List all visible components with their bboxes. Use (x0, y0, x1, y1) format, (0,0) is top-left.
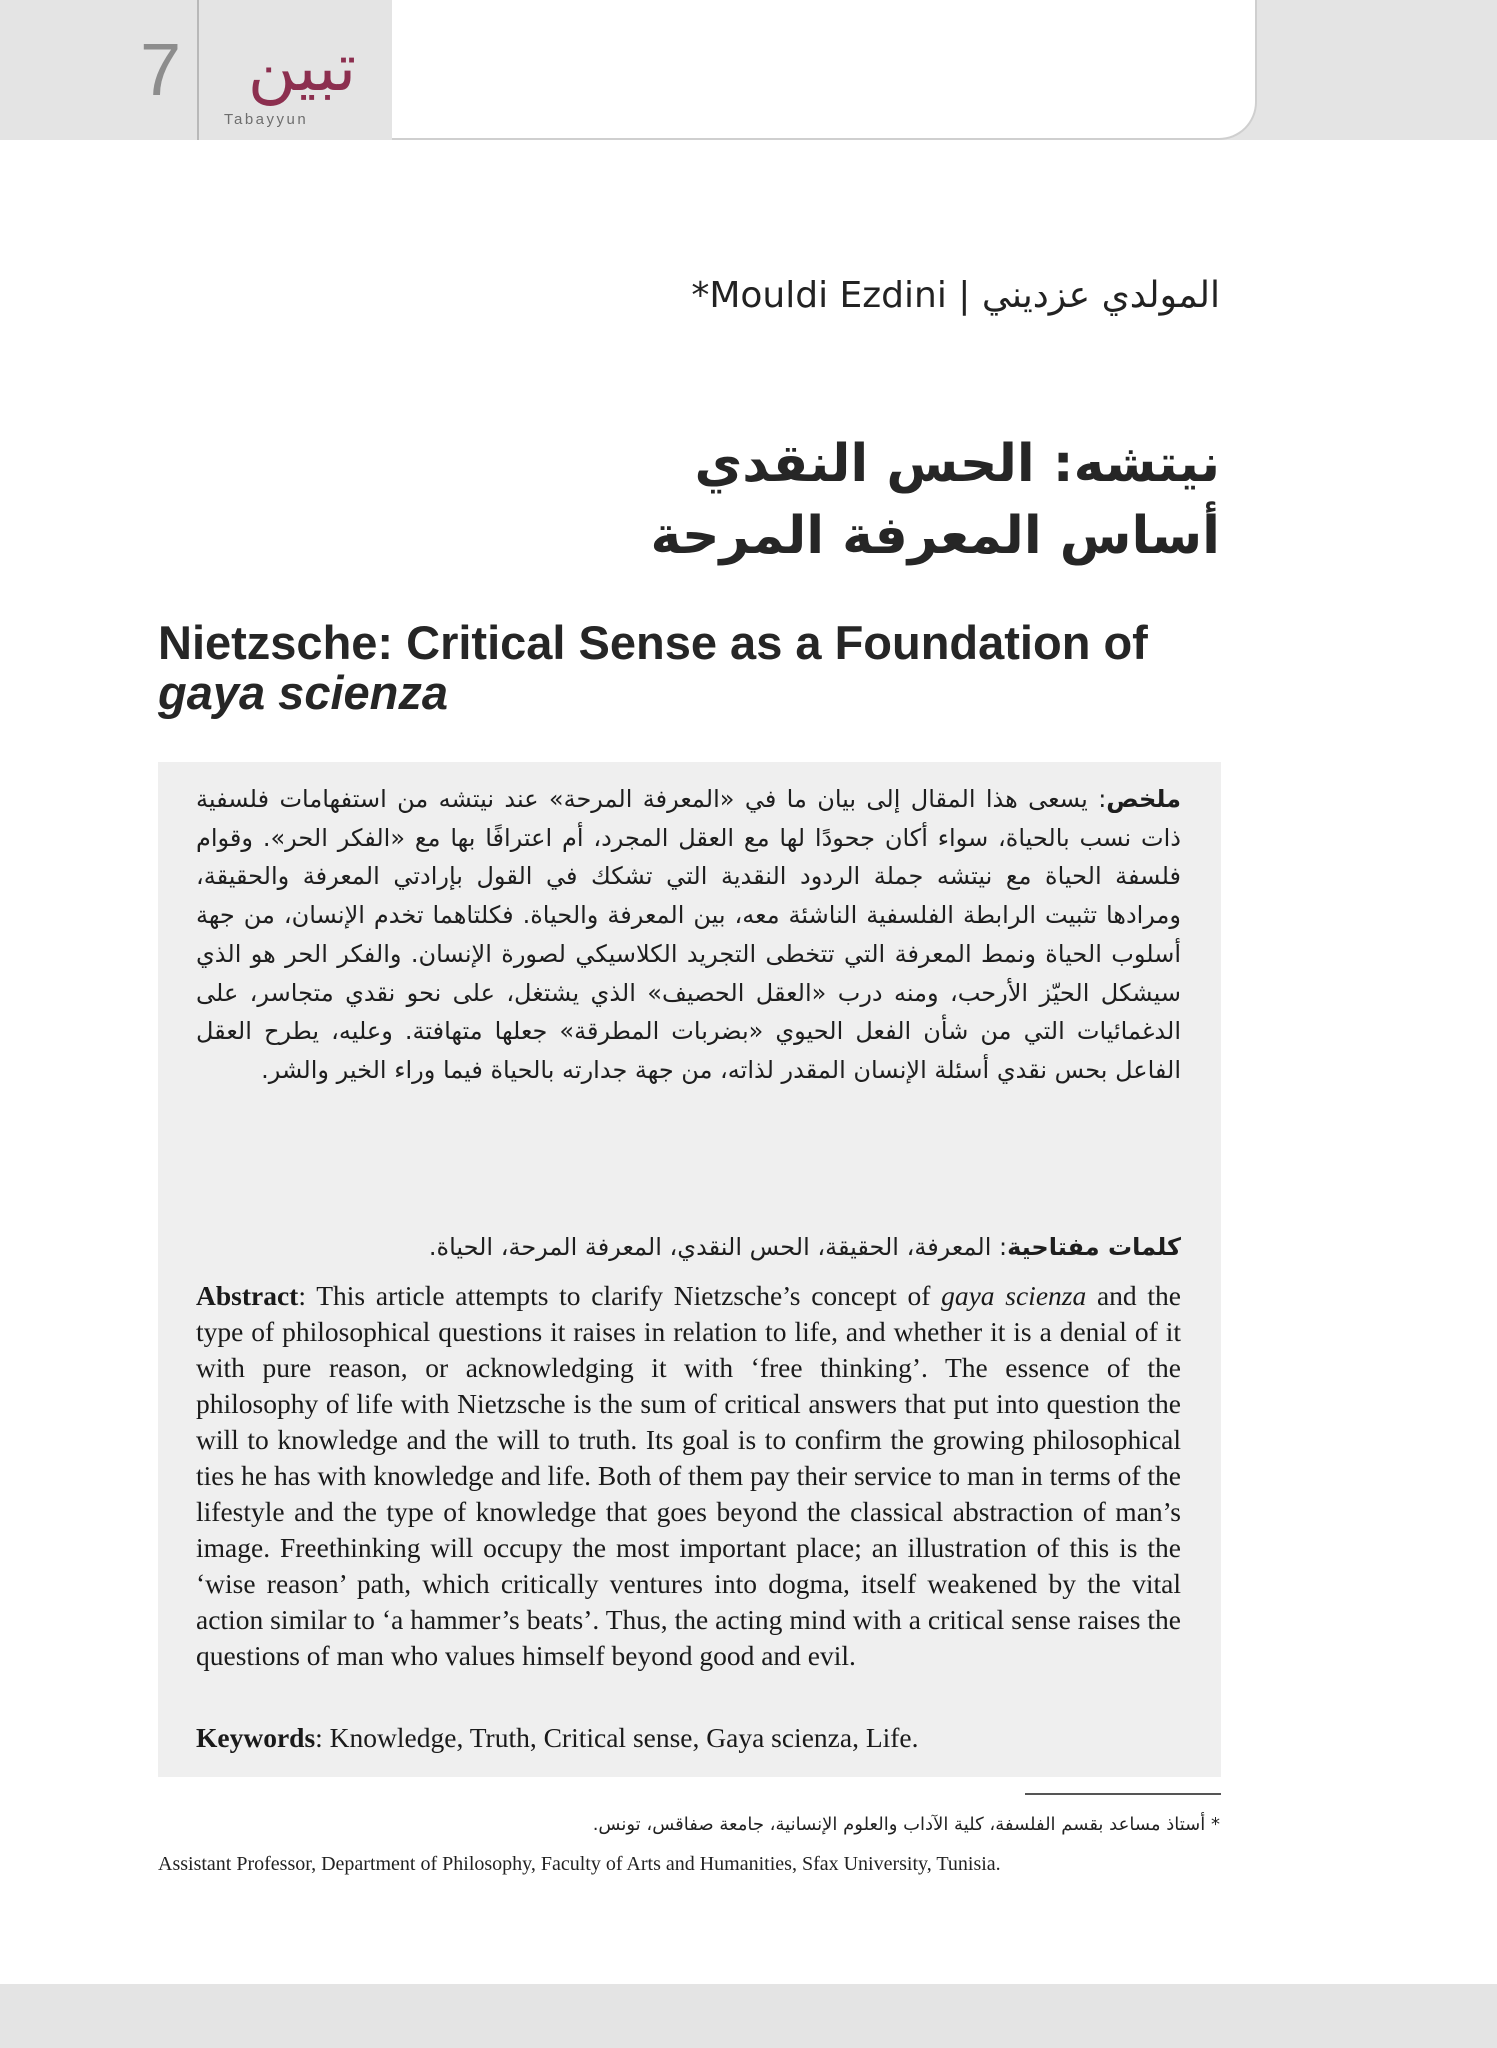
journal-logo (200, 20, 392, 135)
page-number: 7 (140, 28, 182, 111)
footnote-arabic: * أستاذ مساعد بقسم الفلسفة، كلية الآداب والعلوم الإنسانية، جامعة صفاقس، تونس. (592, 1814, 1220, 1835)
footnote-rule (1025, 1793, 1221, 1795)
arabic-keywords (196, 1228, 1181, 1266)
arabic-keywords-label: كلمات مفتاحية (1007, 1233, 1181, 1261)
english-abstract-label: Abstract (196, 1280, 299, 1311)
english-abstract-text-1: : This article attempts to clarify Nietzsche’s concept of (298, 1280, 942, 1311)
english-abstract-italic: gaya scienza (941, 1280, 1087, 1311)
footnote-english: Assistant Professor, Department of Philosophy, Faculty of Arts and Humanities, Sfax University, Tunisia. (158, 1853, 1001, 1875)
english-abstract (196, 1278, 1181, 1674)
logo-latin-text: Tabayyun (224, 111, 309, 128)
arabic-abstract-label: ملخص (1106, 785, 1181, 813)
english-abstract-text-2: and the type of philosophical questions it raises in relation to life, and whether it is a denial of it with pure reason, or acknowledging it with ‘free thinking’. The essence of the philosophy of life with Nietzsche is the sum of critical answers that put into question the will to knowledge and the will to truth. Its goal is to confirm the growing philosophical ties he has with knowledge and life. Both of them pay their service to man in terms of the lifestyle and the type of knowledge that goes beyond the classical abstraction of man’s image. Freethinking will occupy the most important place; an illustration of this is the ‘wise reason’ path, which critically ventures into dogma, itself weakened by the vital action similar to ‘a hammer’s beats’. Thus, the acting mind with a critical sense raises the questions of man who values himself beyond good and evil. (196, 1280, 1181, 1671)
arabic-abstract (196, 780, 1181, 1090)
author-line: المولدي عزديني | Mouldi Ezdini* (691, 275, 1220, 316)
english-keywords (196, 1720, 1181, 1756)
header-white-panel (392, 0, 1257, 140)
logo-arabic-mark: تبين (247, 29, 357, 106)
english-title (158, 618, 1218, 718)
arabic-keywords-text: : المعرفة، الحقيقة، الحس النقدي، المعرفة المرحة، الحياة. (428, 1233, 1008, 1261)
header-divider (197, 0, 199, 140)
tabayyun-logo-icon (200, 20, 392, 135)
english-keywords-text: : Knowledge, Truth, Critical sense, Gaya scienza, Life. (315, 1722, 919, 1753)
arabic-title-line-2: أساس المعرفة المرحة (650, 506, 1220, 566)
arabic-title-line-1: نيتشه: الحس النقدي (694, 434, 1220, 494)
english-title-italic: gaya scienza (158, 666, 449, 719)
abstract-box (158, 762, 1221, 1777)
arabic-abstract-text: : يسعى هذا المقال إلى بيان ما في «المعرفة المرحة» عند نيتشه من استفهامات فلسفية ذات نسب بالحياة، سواء أكان جحودًا لها مع العقل المجرد، أم اعترافًا بها مع «الفكر الحر». وقوام فلسفة الحياة مع نيتشه جملة الردود النقدية التي تشكك في القول بإرادتي المعرفة والحقيقة، ومرادها تثبيت الرابطة الفلسفية الناشئة معه، بين المعرفة والحياة. فكلتاهما تخدم الإنسان، من جهة أسلوب الحياة ونمط المعرفة التي تتخطى التجريد الكلاسيكي لصورة الإنسان. والفكر الحر هو الذي سيشكل الحيّز الأرحب، ومنه درب «العقل الحصيف» الذي يشتغل، على نحو نقدي متجاسر، على الدغمائيات التي من شأن الفعل الحيوي «بضربات المطرقة» جعلها متهافتة. وعليه، يطرح العقل الفاعل بحس نقدي أسئلة الإنسان المقدر لذاته، من جهة جدارته بالحياة فيما وراء الخير والشر. (196, 785, 1181, 1084)
english-keywords-label: Keywords (196, 1722, 316, 1753)
english-title-text: Nietzsche: Critical Sense as a Foundation of (158, 616, 1148, 669)
footer-band (0, 1984, 1497, 2048)
